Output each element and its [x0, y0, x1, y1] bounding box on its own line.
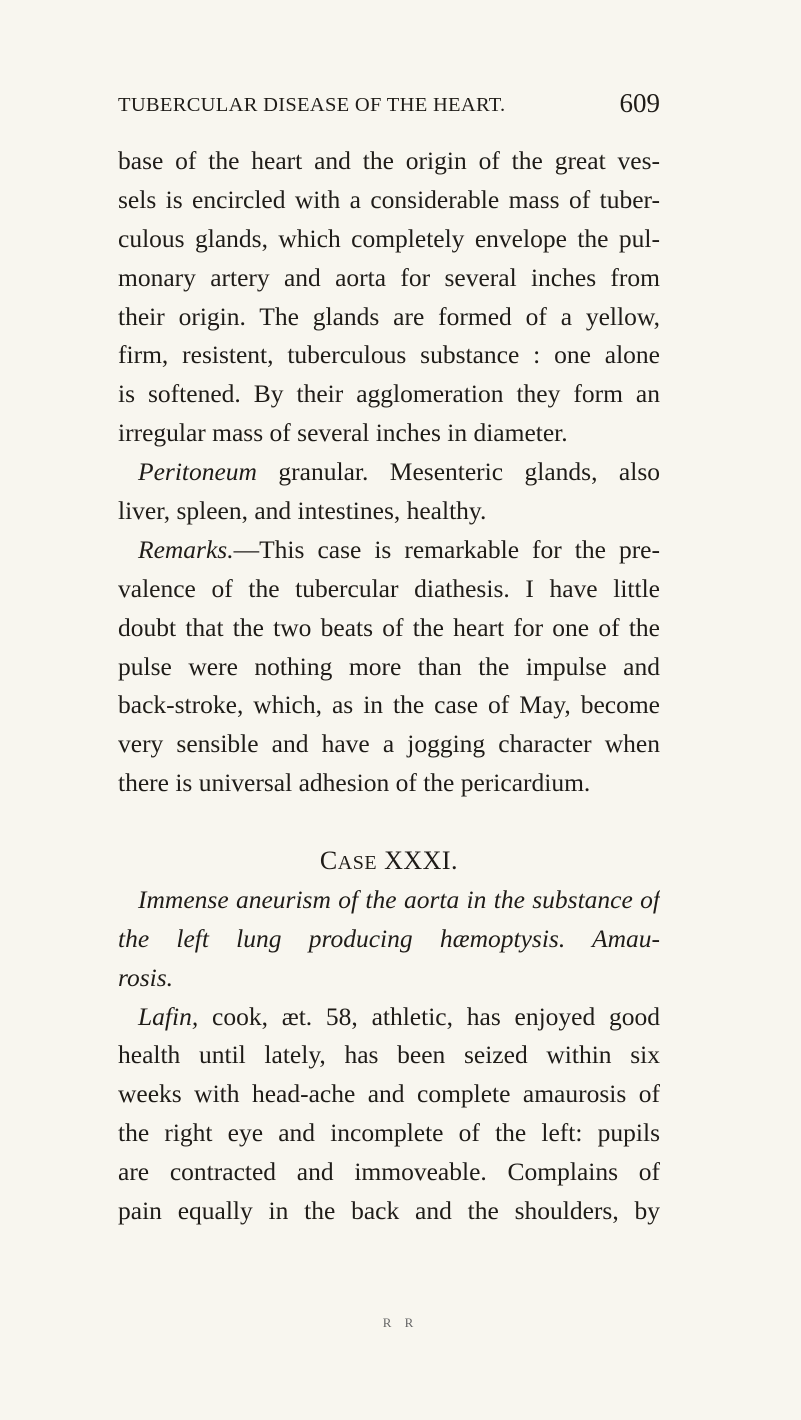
text-line — [118, 531, 660, 570]
text-line: monary artery and aorta for several inches from — [118, 262, 660, 292]
text-run: granular. Mesenteric glands, also — [256, 457, 660, 487]
text-line: firm, resistent, tuberculous substance : one alone — [118, 340, 660, 370]
text-line: Immense aneurism of the aorta in the substance of — [138, 884, 660, 914]
italic-term: Peritoneum — [138, 457, 257, 487]
page-body — [118, 142, 660, 1231]
text-line: is softened. By their agglomeration they form an — [118, 379, 660, 409]
case-title — [118, 881, 660, 998]
vertical-gap — [118, 803, 660, 842]
paragraph-case-body — [118, 998, 660, 1231]
case-heading — [118, 842, 660, 881]
running-title: TUBERCULAR DISEASE OF THE HEART. — [118, 94, 506, 116]
running-header — [118, 88, 660, 128]
text-line: there is universal adhesion of the pericardium. — [118, 768, 591, 798]
text-line: doubt that the two beats of the heart for one of the — [118, 612, 660, 642]
text-line: back-stroke, which, as in the case of May, become — [118, 690, 660, 720]
text-line — [118, 453, 660, 492]
text-line: very sensible and have a jogging character when — [118, 729, 660, 759]
text-line: sels is encircled with a considerable mass of tuber- — [118, 184, 660, 214]
text-line: the right eye and incomplete of the left: pupils — [118, 1118, 660, 1148]
paragraph-continuation — [118, 142, 660, 453]
paragraph-remarks — [118, 531, 660, 803]
page-number: 609 — [619, 88, 660, 118]
heading-number: XXXI. — [377, 846, 459, 876]
text-line: culous glands, which completely envelope the pul- — [118, 223, 660, 253]
signature-mark: R R — [382, 1315, 419, 1330]
text-line: are contracted and immoveable. Complains of — [118, 1157, 660, 1187]
text-line — [118, 998, 660, 1037]
text-line: pulse were nothing more than the impulse and — [118, 651, 660, 681]
italic-term: Remarks. — [138, 534, 234, 564]
text-line: health until lately, has been seized within six — [118, 1040, 660, 1070]
text-line: the left lung producing hæmoptysis. Amau- — [118, 923, 660, 953]
text-line: pain equally in the back and the shoulders, by — [118, 1196, 660, 1226]
heading-smallcaps: ASE — [337, 852, 378, 875]
italic-name: Lafin, — [138, 1001, 199, 1031]
paragraph-peritoneum — [118, 453, 660, 531]
text-run: cook, æt. 58, athletic, has enjoyed good — [198, 1001, 660, 1031]
text-line: irregular mass of several inches in diameter. — [118, 418, 568, 448]
text-line: valence of the tubercular diathesis. I have little — [118, 573, 660, 603]
text-line: their origin. The glands are formed of a yellow, — [118, 301, 660, 331]
heading-initial: C — [319, 846, 338, 876]
text-line: liver, spleen, and intestines, healthy. — [118, 496, 487, 526]
text-line: base of the heart and the origin of the great ves- — [118, 146, 660, 175]
text-line: rosis. — [118, 962, 174, 992]
text-line: weeks with head-ache and complete amaurosis of — [118, 1079, 660, 1109]
text-run: —This case is remarkable for the pre- — [233, 534, 660, 564]
